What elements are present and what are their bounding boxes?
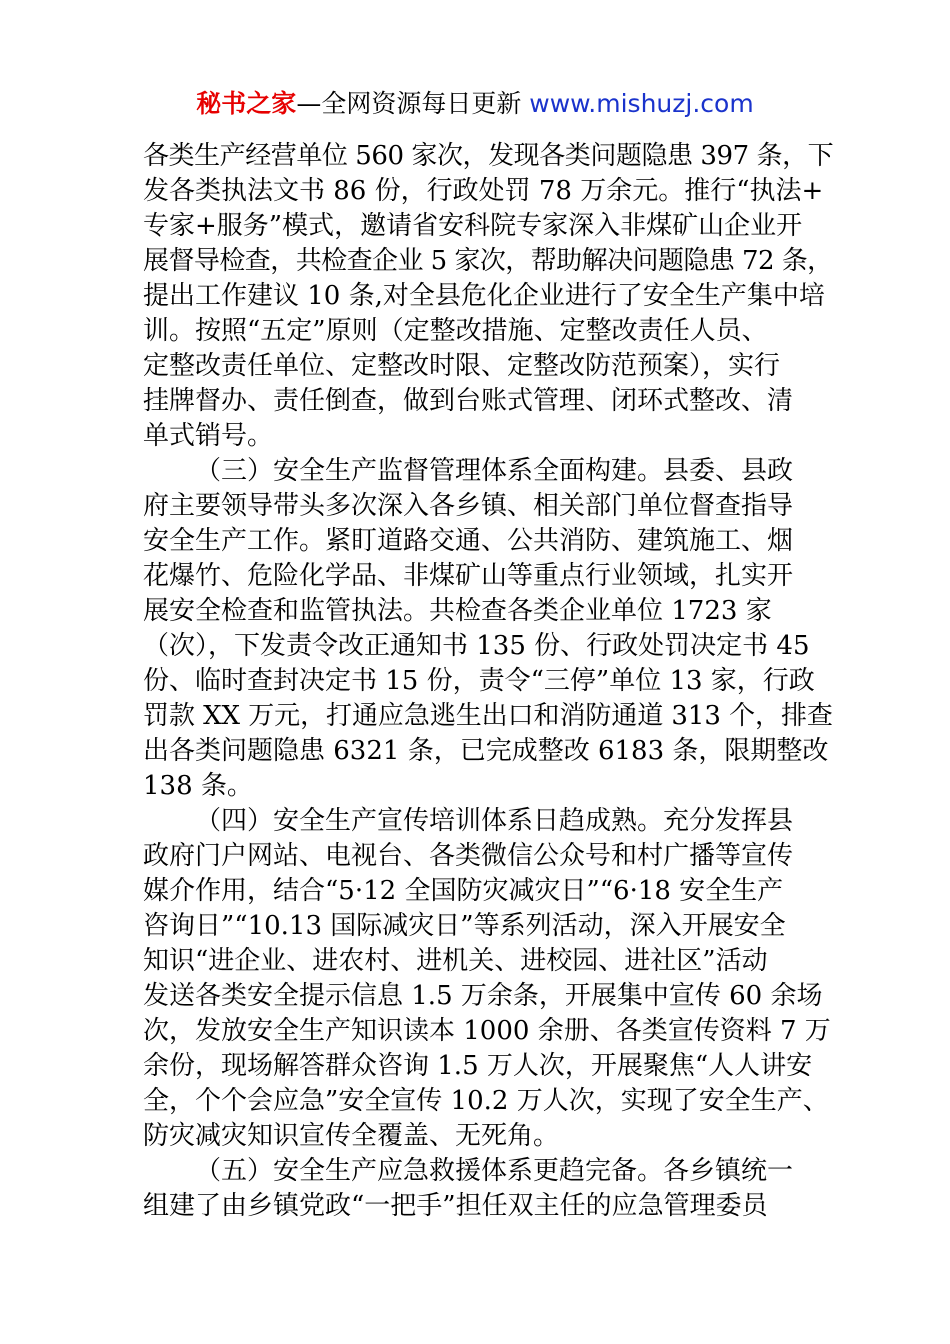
text-line: 府主要领导带头多次深入各乡镇、相关部门单位督查指导 [143, 491, 794, 521]
page-header [0, 86, 950, 122]
text-line: （三）安全生产监督管理体系全面构建。县委、县政 [195, 456, 794, 486]
text-line: 各类生产经营单位 560 家次，发现各类问题隐患 397 条，下 [143, 141, 833, 171]
text-line: 专家+服务”模式，邀请省安科院专家深入非煤矿山企业开 [143, 211, 803, 241]
text-line: 挂牌督办、责任倒查，做到台账式管理、闭环式整改、清 [143, 386, 794, 416]
text-line: 定整改责任单位、定整改时限、定整改防范预案），实行 [143, 351, 781, 381]
text-line: （五）安全生产应急救援体系更趋完备。各乡镇统一 [195, 1156, 794, 1186]
header-brand: 秘书之家 [196, 89, 297, 118]
text-line: 展督导检查，共检查企业 5 家次，帮助解决问题隐患 72 条， [143, 246, 833, 276]
text-line: 138 条。 [143, 771, 253, 801]
text-line: 全，个个会应急”安全宣传 10.2 万人次，实现了安全生产、 [143, 1086, 829, 1116]
text-line: 安全生产工作。紧盯道路交通、公共消防、建筑施工、烟 [143, 526, 794, 556]
text-line: 知识“进企业、进农村、进机关、进校园、进社区”活动 [143, 946, 768, 976]
text-line: 份、临时查封决定书 15 份，责令“三停”单位 13 家，行政 [143, 666, 815, 696]
text-line: 训。按照“五定”原则（定整改措施、定整改责任人员、 [143, 316, 768, 346]
text-line: 出各类问题隐患 6321 条，已完成整改 6183 条，限期整改 [143, 736, 829, 766]
text-line: 次，发放安全生产知识读本 1000 余册、各类宣传资料 7 万 [143, 1016, 831, 1046]
header-tagline: —全网资源每日更新 [296, 89, 530, 118]
text-line: 组建了由乡镇党政“一把手”担任双主任的应急管理委员 [143, 1191, 768, 1221]
text-line: 展安全检查和监管执法。共检查各类企业单位 1723 家 [143, 596, 772, 626]
text-line: 发各类执法文书 86 份，行政处罚 78 万余元。推行“执法+ [143, 176, 824, 206]
text-line: 发送各类安全提示信息 1.5 万余条，开展集中宣传 60 余场 [143, 981, 823, 1011]
text-line: 防灾减灾知识宣传全覆盖、无死角。 [143, 1121, 560, 1151]
document-body [143, 139, 833, 1224]
text-line: 提出工作建议 10 条,对全县危化企业进行了安全生产集中培 [143, 281, 825, 311]
header-site-link[interactable]: www.mishuzj.com [529, 89, 754, 118]
text-line: 余份，现场解答群众咨询 1.5 万人次，开展聚焦“人人讲安 [143, 1051, 813, 1081]
text-line: （四）安全生产宣传培训体系日趋成熟。充分发挥县 [195, 806, 794, 836]
text-line: 媒介作用，结合“5·12 全国防灾减灾日”“6·18 安全生产 [143, 876, 784, 906]
text-line: 罚款 XX 万元，打通应急逃生出口和消防通道 313 个，排查 [143, 701, 833, 731]
text-line: （次），下发责令改正通知书 135 份、行政处罚决定书 45 [143, 631, 810, 661]
text-line: 政府门户网站、电视台、各类微信公众号和村广播等宣传 [143, 841, 794, 871]
text-line: 单式销号。 [143, 421, 274, 451]
text-line: 花爆竹、危险化学品、非煤矿山等重点行业领域，扎实开 [143, 561, 794, 591]
text-line: 咨询日”“10.13 国际减灾日”等系列活动，深入开展安全 [143, 911, 786, 941]
